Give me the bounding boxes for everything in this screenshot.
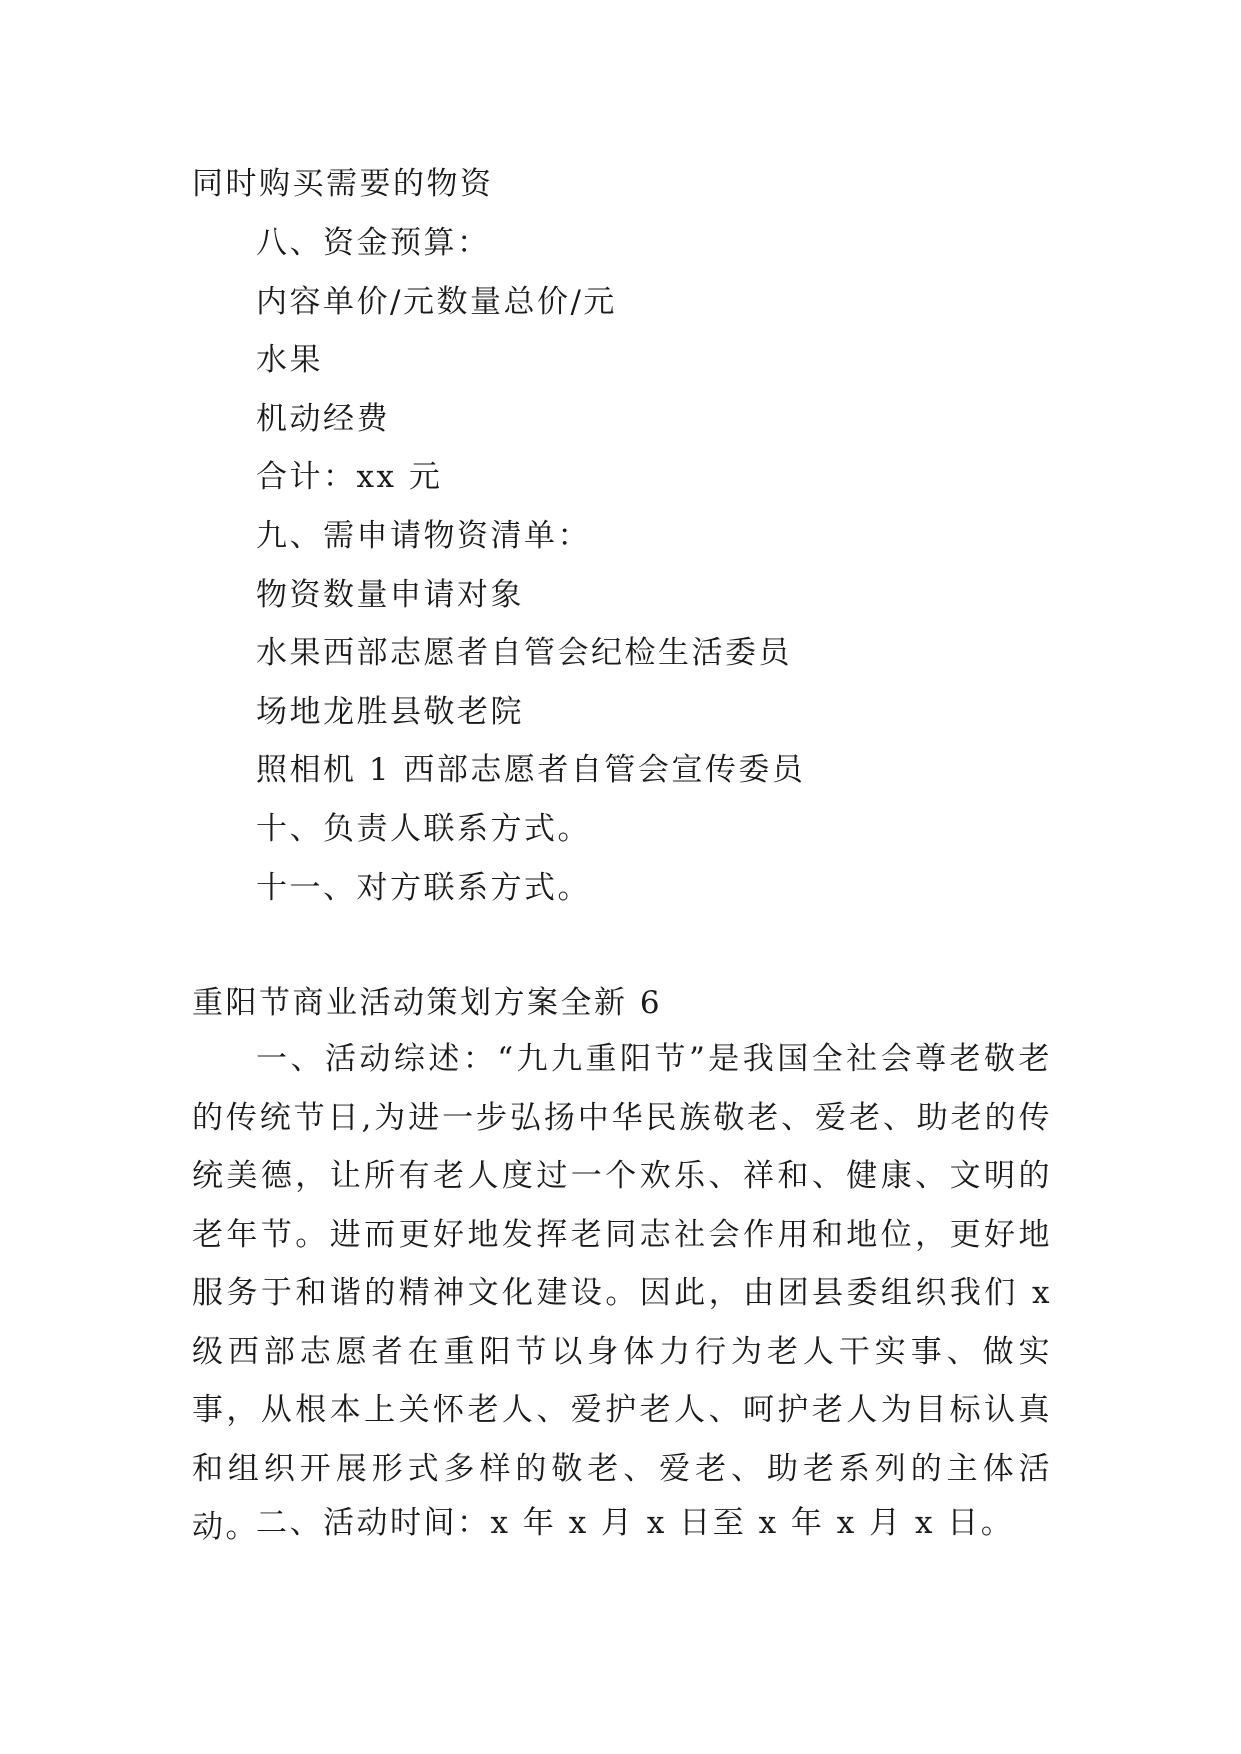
heading-materials-list: 九、需申请物资清单：	[256, 518, 591, 554]
paragraph-activity-overview: 一、活动综述：“九九重阳节”是我国全社会尊老敬老的传统节日,为进一步弘扬中华民族敬老、爱老、助老的传统美德，让所有老人度过一个欢乐、祥和、健康、文明的老年节。进而更好地发挥老同志社会作用和地位，更好地服务于和谐的精神文化建设。因此，由团县委组织我们 x 级西部志愿者在重阳节以身体力行为老人干实事、做实事，从根本上关怀老人、爱护老人、呵护老人为目标认真和组织开展形式多样的敬老、爱老、助老系列的主体活动。	[192, 1041, 1052, 1545]
heading-contact-other: 十一、对方联系方式。	[256, 870, 591, 906]
materials-item-fruit: 水果西部志愿者自管会纪检生活委员	[256, 635, 792, 671]
text-line-continuation: 同时购买需要的物资	[192, 166, 494, 202]
materials-item-venue: 场地龙胜县敬老院	[256, 694, 524, 730]
materials-header: 物资数量申请对象	[256, 577, 524, 613]
budget-total: 合计：xx 元	[256, 459, 443, 495]
budget-item-fruit: 水果	[256, 342, 323, 378]
paragraph-activity-time: 二、活动时间：x 年 x 月 x 日至 x 年 x 月 x 日。	[256, 1505, 1015, 1541]
budget-header: 内容单价/元数量总价/元	[256, 284, 617, 320]
heading-contact-leader: 十、负责人联系方式。	[256, 811, 591, 847]
materials-item-camera: 照相机 1 西部志愿者自管会宣传委员	[256, 752, 806, 788]
section-title: 重阳节商业活动策划方案全新 6	[192, 985, 663, 1021]
heading-budget: 八、资金预算：	[256, 225, 491, 261]
budget-item-contingency: 机动经费	[256, 401, 390, 437]
